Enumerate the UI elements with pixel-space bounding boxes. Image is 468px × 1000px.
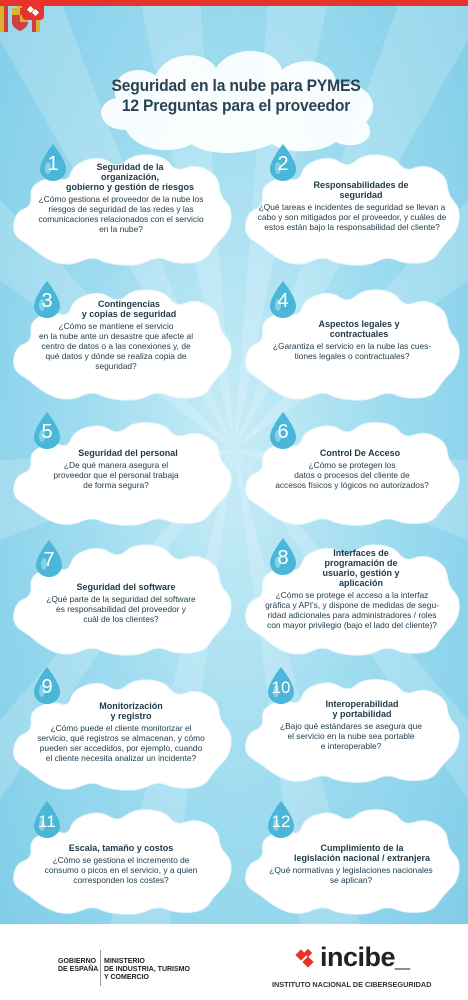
top-red-bar — [0, 0, 468, 6]
question-body-line: servicio, qué registros se almacenan, y cómo — [37, 733, 205, 743]
page-title — [98, 76, 374, 116]
incibe-logo-text: incibe_ — [320, 942, 410, 972]
question-number: 5 — [41, 421, 53, 443]
question-body-line: consumo o picos en el servicio, y a quien — [44, 865, 198, 875]
question-body-line: en la nube ante un desastre que afecte al — [38, 331, 194, 341]
question-body-line: el servicio en la nube sea portable — [287, 731, 415, 741]
question-body-line: es responsabilidad del proveedor y — [56, 604, 186, 614]
question-number: 10 — [271, 678, 291, 697]
incibe-logo-icon — [294, 948, 316, 970]
question-title — [292, 699, 432, 719]
question-title — [288, 448, 432, 458]
question-title — [38, 843, 204, 853]
question-number: 6 — [277, 421, 289, 443]
question-title-line: seguridad — [339, 190, 383, 200]
question-title — [58, 701, 204, 721]
question-body-line: ¿Qué tareas e incidentes de seguridad se llevan a — [258, 202, 446, 212]
question-body — [16, 321, 216, 371]
question-title — [286, 319, 432, 339]
question-body — [12, 723, 230, 763]
number-drop-icon — [34, 540, 64, 578]
incibe-mark-icon — [22, 4, 44, 20]
question-card-7 — [8, 540, 234, 658]
question-body-line: ¿Cómo se protege el acceso a la interfaz — [275, 590, 429, 600]
question-body-line: qué datos y dónde se realiza copia de — [45, 351, 187, 361]
question-body-line: ¿Qué parte de la seguridad del software — [46, 594, 196, 604]
question-title-line: Aspectos legales y — [318, 319, 400, 329]
question-title — [56, 162, 204, 192]
question-body-line: comunicaciones relacionados con el servicio — [38, 214, 204, 224]
question-card-11 — [8, 805, 234, 917]
question-title-line: y portabilidad — [332, 709, 392, 719]
question-body-line: en la nube? — [99, 224, 143, 234]
question-body — [16, 855, 226, 885]
question-title — [290, 548, 432, 588]
title-line-2: 12 Preguntas para el proveedor — [121, 96, 351, 115]
question-number: 12 — [271, 812, 291, 831]
question-title-line: legislación nacional / extranjera — [293, 853, 431, 863]
question-body-line: centro de datos o a las conexiones y, de — [41, 341, 191, 351]
question-body-line: ¿Bajo qué estándares se asegura que — [279, 721, 422, 731]
question-body-line: ¿Cómo puede el cliente monitorizar el — [50, 723, 192, 733]
question-title-line: usuario, gestión y — [322, 568, 400, 578]
question-number: 4 — [277, 290, 289, 312]
number-drop-icon — [268, 281, 298, 319]
question-title-line: aplicación — [338, 578, 383, 588]
question-body-line: de forma segura? — [83, 480, 149, 490]
question-body-line: estos están bajo la responsabilidad del cliente? — [264, 222, 440, 232]
question-title-line: gobierno y gestión de riesgos — [65, 182, 195, 192]
question-title-line: y registro — [110, 711, 152, 721]
question-body — [246, 341, 458, 361]
question-card-3 — [8, 285, 234, 403]
question-body-line: ¿Cómo se gestiona el incremento de — [52, 855, 190, 865]
question-card-2 — [240, 150, 462, 268]
question-body-line: proveedor que el personal trabaja — [53, 470, 179, 480]
question-body-line: ¿Cómo se protegen los — [308, 460, 396, 470]
incibe-subtitle: INSTITUTO NACIONAL DE CIBERSEGURIDAD — [272, 980, 432, 989]
question-title-line: Escala, tamaño y costos — [68, 843, 174, 853]
number-drop-icon — [32, 412, 62, 450]
question-body-line: cuál de los clientes? — [83, 614, 159, 624]
question-number: 11 — [38, 812, 56, 831]
number-drop-icon — [266, 801, 296, 839]
question-title-line: Cumplimiento de la — [320, 843, 404, 853]
question-title-line: contractuales — [329, 329, 389, 339]
question-card-8 — [240, 540, 462, 658]
question-body — [248, 721, 454, 751]
question-body-line: corresponden los costes? — [73, 875, 169, 885]
question-body — [246, 202, 458, 232]
question-body-line: ¿Cómo gestiona el proveedor de la nube los — [38, 194, 204, 204]
question-title-line: organización, — [100, 172, 159, 182]
question-card-5 — [8, 418, 234, 528]
question-body-line: e interoperable? — [320, 741, 382, 751]
gobierno-label: GOBIERNO DE ESPAÑA — [58, 958, 99, 973]
question-number: 1 — [47, 153, 59, 175]
question-body-line: riesgos de seguridad de las redes y las — [48, 204, 194, 214]
footer-divider — [100, 950, 101, 986]
number-drop-icon — [32, 667, 62, 705]
question-card-4 — [240, 285, 462, 403]
number-drop-icon — [32, 801, 62, 839]
question-body-line: ridad adicionales para administradores / roles — [267, 610, 437, 620]
question-body-line: seguridad? — [95, 361, 137, 371]
question-body — [12, 194, 230, 234]
question-title-line: Control De Acceso — [319, 448, 401, 458]
question-title-line: Interfaces de — [333, 548, 389, 558]
question-title-line: Seguridad del software — [76, 582, 176, 592]
question-number: 2 — [277, 153, 289, 175]
question-card-1 — [8, 150, 234, 268]
question-body-line: ¿Qué normativas y legislaciones nacionales — [269, 865, 433, 875]
question-title — [48, 582, 204, 592]
question-body-line: ¿Garantiza el servicio en la nube las cues- — [272, 341, 432, 351]
question-title — [290, 180, 432, 200]
question-title-line: Interoperabilidad — [325, 699, 399, 709]
question-number: 8 — [277, 547, 289, 569]
title-line-1: Seguridad en la nube para PYMES — [111, 76, 361, 95]
question-body — [248, 865, 454, 885]
question-title-line: Monitorización — [99, 701, 163, 711]
question-title — [54, 299, 204, 319]
question-title-line: Seguridad del personal — [78, 448, 178, 458]
question-body-line: cabo y son mitigados por el proveedor, y cuáles de — [257, 212, 447, 222]
question-title-line: Contingencias — [97, 299, 160, 309]
question-title-line: Seguridad de la — [96, 162, 164, 172]
question-title — [52, 448, 204, 458]
question-body-line: accesos físicos y lógicos no autorizados? — [275, 480, 429, 490]
question-body-line: se aplican? — [329, 875, 373, 885]
number-drop-icon — [268, 144, 298, 182]
question-card-10 — [240, 675, 462, 785]
question-body — [246, 460, 458, 490]
question-number: 7 — [43, 549, 55, 571]
question-card-12 — [240, 805, 462, 917]
ministerio-label: MINISTERIO DE INDUSTRIA, TURISMO Y COMERCIO — [104, 958, 190, 981]
question-body — [246, 590, 458, 630]
question-body-line: gráfica y API's, y dispone de medidas de segu- — [265, 600, 439, 610]
question-body-line: ¿De qué manera asegura el — [63, 460, 169, 470]
question-body-line: tiones legales o contractuales? — [294, 351, 410, 361]
question-body-line: datos o procesos del cliente de — [294, 470, 410, 480]
question-number: 3 — [41, 290, 53, 312]
question-body-line: con mayor privilegio (bajo el lado del cliente)? — [267, 620, 437, 630]
question-body-line: pueden ser accedidos, por ejemplo, cuando — [39, 743, 203, 753]
question-body — [14, 594, 228, 624]
question-title — [292, 843, 432, 863]
question-title-line: y copias de seguridad — [81, 309, 177, 319]
question-body-line: ¿Cómo se mantiene el servicio — [58, 321, 174, 331]
question-card-9 — [8, 675, 234, 793]
question-body — [16, 460, 216, 490]
question-title-line: Responsabilidades de — [313, 180, 409, 190]
question-title-line: programación de — [324, 558, 398, 568]
question-card-6 — [240, 418, 462, 528]
number-drop-icon — [268, 412, 298, 450]
question-number: 9 — [41, 676, 53, 698]
question-body-line: el cliente necesita analizar un incidente? — [45, 753, 197, 763]
